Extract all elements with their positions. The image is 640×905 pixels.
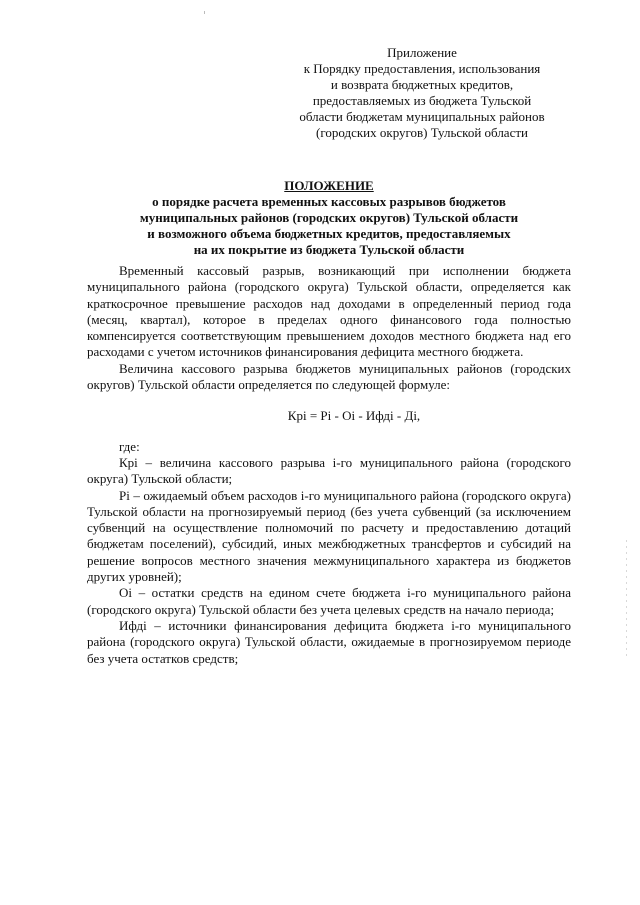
title-line: о порядке расчета временных кассовых разрывов бюджетов bbox=[152, 194, 506, 209]
title-heading: ПОЛОЖЕНИЕ bbox=[284, 178, 374, 193]
scan-artifact bbox=[204, 11, 205, 14]
definition-ri: Рi – ожидаемый объем расходов i-го муниципального района (городского округа) Тульской области на прогнозируемый период (без учета субвенций (за исключением субвенций на осуществление полномочий по расчету и предоставлению дотаций бюджетам поселений), субсидий, иных межбюджетных трансфертов и субсидий на решение вопросов местного значения межмуниципального характера из бюджетов других уровней); bbox=[87, 487, 571, 585]
appendix-line: (городских округов) Тульской области bbox=[316, 125, 528, 140]
appendix-line: и возврата бюджетных кредитов, bbox=[330, 77, 514, 92]
appendix-line: к Порядку предоставления, использования bbox=[303, 61, 541, 76]
appendix-line: Приложение bbox=[387, 45, 457, 60]
where-label: где: bbox=[119, 438, 140, 454]
paragraph-formula-intro: Величина кассового разрыва бюджетов муниципальных районов (городских округов) Тульской области определяется по следующей формуле: bbox=[87, 360, 571, 393]
definition-ifdi: Ифдi – источники финансирования дефицита бюджета i-го муниципального района (городского округа) Тульской области, ожидаемые в прогнозируемом периоде без учета остатков средств; bbox=[87, 617, 571, 666]
document-body bbox=[87, 263, 571, 667]
paragraph-intro: Временный кассовый разрыв, возникающий при исполнении бюджета муниципального района (городского округа) Тульской области, определяется как краткосрочное превышение расходов над доходами в определенный период года (месяц, квартал), которое в пределах одного финансового года полностью компенсируется соответствующим превышением доходов местного бюджета над его расходами с учетом источников финансирования дефицита местного бюджета. bbox=[87, 263, 571, 360]
document-title bbox=[84, 178, 574, 258]
appendix-line: предоставляемых из бюджета Тульской bbox=[312, 93, 532, 108]
title-line: и возможного объема бюджетных кредитов, предоставляемых bbox=[147, 226, 511, 241]
definition-oi: Оi – остатки средств на едином счете бюджета i-го муниципального района (городского округа) Тульской области без учета целевых средств на начало периода; bbox=[87, 585, 571, 617]
appendix-line: области бюджетам муниципальных районов bbox=[299, 109, 545, 124]
title-line: муниципальных районов (городских округов) Тульской области bbox=[139, 210, 519, 225]
definition-kri: Крi – величина кассового разрыва i-го муниципального района (городского округа) Тульской области; bbox=[87, 454, 571, 487]
title-line: на их покрытие из бюджета Тульской области bbox=[193, 242, 465, 257]
appendix-header bbox=[262, 45, 582, 141]
scan-artifact-edge bbox=[626, 540, 627, 660]
formula: Крi = Рi - Оi - Ифдi - Дi, bbox=[287, 408, 421, 424]
